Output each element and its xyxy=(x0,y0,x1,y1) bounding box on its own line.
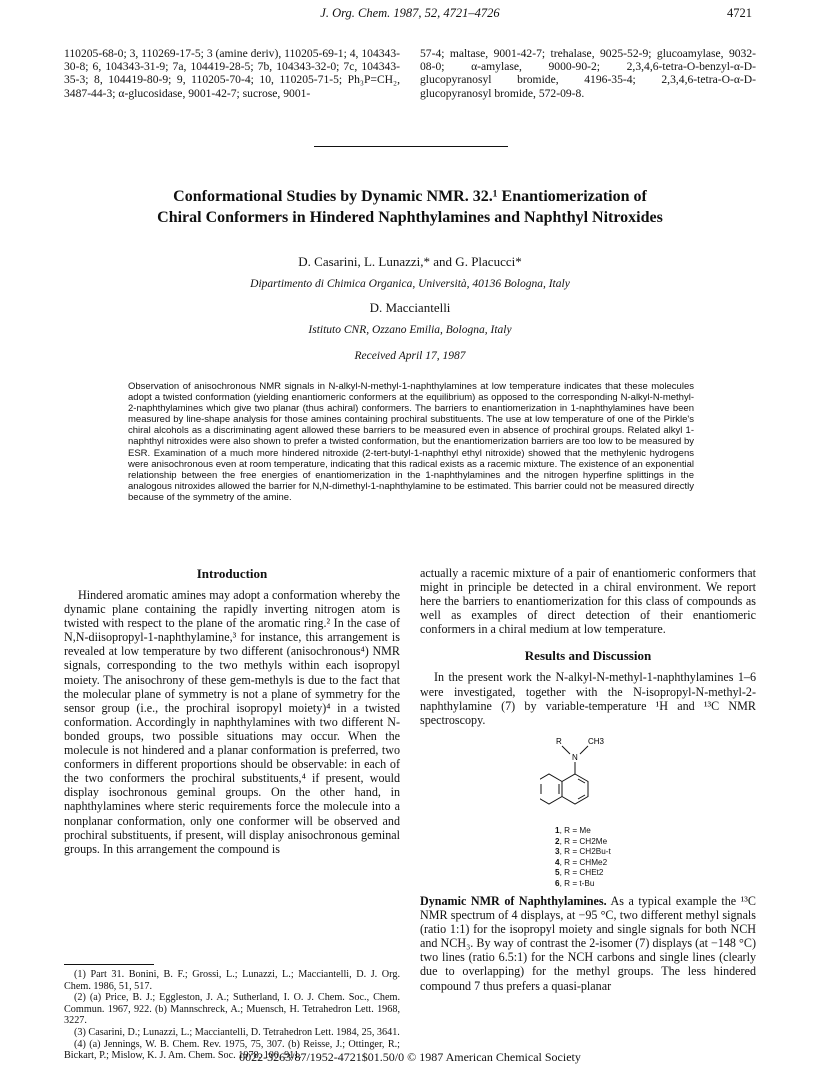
page-number: 4721 xyxy=(727,6,752,20)
right-intro-text: actually a racemic mixture of a pair of enantiomeric conformers that might in principle be detected in a chiral environment. We report here the barriers to enantiomerization for this class of compounds as well as examples of direct detection of their enantiomeric conformers in a chiral medium at low temperature. xyxy=(420,566,756,637)
affiliation-secondary: Istituto CNR, Ozzano Emilia, Bologna, Italy xyxy=(308,324,512,336)
authors-primary: D. Casarini, L. Lunazzi,* and G. Placucci* xyxy=(298,254,522,269)
title-line-1: Conformational Studies by Dynamic NMR. 32.¹ Enantiomerization of xyxy=(173,188,647,205)
compound-6: 6, R = t-Bu xyxy=(555,878,595,888)
footnote-4: (4) (a) Jennings, W. B. Chem. Rev. 1975, 75, 307. (b) Reisse, J.; Ottinger, R.; Bickart, P.; Mislow, K. J. Am. Chem. Soc. 1978, 100, 911. xyxy=(64,1038,400,1062)
registry-numbers-right: 57-4; maltase, 9001-42-7; trehalase, 9025-52-9; glucoamylase, 9032-08-0; α-amylase, 9000-90-2; 2,3,4,6-tetra-O-benzyl-α-D-glucopyranosyl bromide, 4196-35-4; 2,3,4,6-tetra-O-α-D-glucopyranosyl bromide, 572-09-8. xyxy=(420,47,756,100)
introduction-heading: Introduction xyxy=(196,566,268,581)
footnote-2: (2) (a) Price, B. J.; Eggleston, J. A.; Sutherland, I. O. J. Chem. Soc., Chem. Commun. 1967, 922. (b) Mannschreck, A.; Muensch, H. Tetrahedron Lett. 1968, 3227. xyxy=(64,992,400,1027)
r-label: R xyxy=(556,737,562,746)
authors-secondary: D. Macciantelli xyxy=(369,300,451,315)
right-column xyxy=(420,566,756,727)
separator-rule xyxy=(314,146,508,147)
footnote-3: (3) Casarini, D.; Lunazzi, L.; Macciantelli, D. Tetrahedron Lett. 1984, 25, 3641. xyxy=(74,1026,400,1038)
compound-4: 4, R = CHMe2 xyxy=(555,857,608,867)
naphthylamine-structure xyxy=(540,724,650,824)
compound-1: 1, R = Me xyxy=(555,826,591,835)
copyright-footer: 0022-3263/87/1952-4721$01.50/0 © 1987 American Chemical Society xyxy=(239,1050,581,1064)
left-column xyxy=(64,566,400,856)
ch3-label: CH3 xyxy=(588,737,605,746)
affiliation-primary: Dipartimento di Chimica Organica, Università, 40136 Bologna, Italy xyxy=(250,278,570,290)
compound-2: 2, R = CH2Me xyxy=(555,836,608,846)
dnmr-paragraph xyxy=(420,894,756,993)
running-header xyxy=(0,6,820,24)
results-text: In the present work the N-alkyl-N-methyl-1-naphthylamines 1–6 were investigated, together with the N-isopropyl-N-methyl-2-naphthylamine (7) by variable-temperature ¹H and ¹³C NMR spectroscopy. xyxy=(420,670,756,727)
title-line-2: Chiral Conformers in Hindered Naphthylamines and Naphthyl Nitroxides xyxy=(157,209,663,226)
article-title xyxy=(60,186,760,228)
dnmr-text: As a typical example the ¹³C NMR spectrum of 4 displays, at −95 °C, two different methyl signals (ratio 1:1) for the isopropyl moiety and single signals for both NCH and NCH₃. By way of contrast the 2-isomer (7) displays (at −148 °C) two lines (ratio 6.5:1) for the NCH carbons and single lines (clearly due to overlapping) for the methyl groups. The less hindered compound 7 thus prefers a quasi-planar xyxy=(420,894,756,993)
n-label: N xyxy=(572,753,578,762)
introduction-text: Hindered aromatic amines may adopt a conformation whereby the dynamic plane containing the rapidly inverting nitrogen atom is twisted with respect to the plane of the aromatic ring.² In the case of N,N-diisopropyl-1-naphthylamine,³ for instance, this arrangement is revealed at low temperature by two different (anisochronous⁴) NMR signals, corresponding to the two methyls within each isopropyl moiety. The anisochrony of these gem-methyls is due to the fact that the molecular plane of symmetry is not a plane of symmetry for the sensor group (i.e., the prochiral isopropyl moiety)⁴ in a twisted conformation. Accordingly in naphthylamines with two different N-bonded groups, two possible situations may occur. When the molecule is not hindered and a planar conformation is preferred, two conformers in different proportions should be observable: in each of the two conformers the prochiral substituents,⁴ if present, would display isochronous geminal groups. On the other hand, in naphthylamines where steric requirements force the molecule into a nonplanar conformation, only one conformer will be observed and prochiral substituents, if present, will display anisochronous geminal groups. In this arrangement the compound is xyxy=(64,588,400,856)
footnote-rule xyxy=(64,964,154,965)
compound-5: 5, R = CHEt2 xyxy=(555,868,604,878)
dnmr-heading: Dynamic NMR of Naphthylamines. xyxy=(420,894,607,908)
received-date: Received April 17, 1987 xyxy=(354,350,466,362)
footnotes xyxy=(64,969,400,1062)
compound-list xyxy=(555,826,611,890)
registry-numbers-left: 110205-68-0; 3, 110269-17-5; 3 (amine deriv), 110205-69-1; 4, 104343-30-8; 6, 104343-31-9; 7a, 104419-28-5; 7b, 104343-32-0; 7c, 104343-35-3; 8, 104419-80-9; 9, 110205-70-4; 10, 110205-71-5; Ph₃P=CH₂, 3487-44-3; α-glucosidase, 9001-42-7; sucrose, 9001- xyxy=(64,47,400,100)
abstract: Observation of anisochronous NMR signals in N-alkyl-N-methyl-1-naphthylamines at low temperature indicates that these molecules adopt a twisted conformation (yielding enantiomeric conformers at the equilibrium) as opposed to the corresponding N-alkyl-N-methyl-2-naphthylamines which give two planar (thus achiral) conformers. The barriers to enantiomerization in 1-naphthylamines have been measured by line-shape analysis for those amines containing prochiral substituents. The use at low temperature of one of the Pirkle's chiral alcohols as a discriminating agent allowed these barriers to be measured even in absence of prochiral groups. Related alkyl 1-naphthyl nitroxides were also shown to prefer a twisted conformation, but the enantiomerization barriers are too low to be measured by ESR. Examination of a much more hindered nitroxide (2-tert-butyl-1-naphthyl ethyl nitroxide) showed that the methylenic hydrogens were anisochronous even at room temperature, indicating that this radical exists as a racemic mixture. The existence of an exponential relationship between the free energies of enantiomerization in the 1-naphthylamines and the nitrogen hyperfine splittings in the analogous nitroxides allowed the barrier for N,N-dimethyl-1-naphthylamine to be estimated. This barrier could not be measured directly because of the symmetry of the amine. xyxy=(128,381,694,503)
journal-reference: J. Org. Chem. 1987, 52, 4721–4726 xyxy=(320,6,500,20)
footnote-1: (1) Part 31. Bonini, B. F.; Grossi, L.; Lunazzi, L.; Macciantelli, D. J. Org. Chem. 1986, 51, 517. xyxy=(64,969,400,992)
results-heading: Results and Discussion xyxy=(524,648,652,664)
compound-3: 3, R = CH2Bu-t xyxy=(555,847,611,857)
